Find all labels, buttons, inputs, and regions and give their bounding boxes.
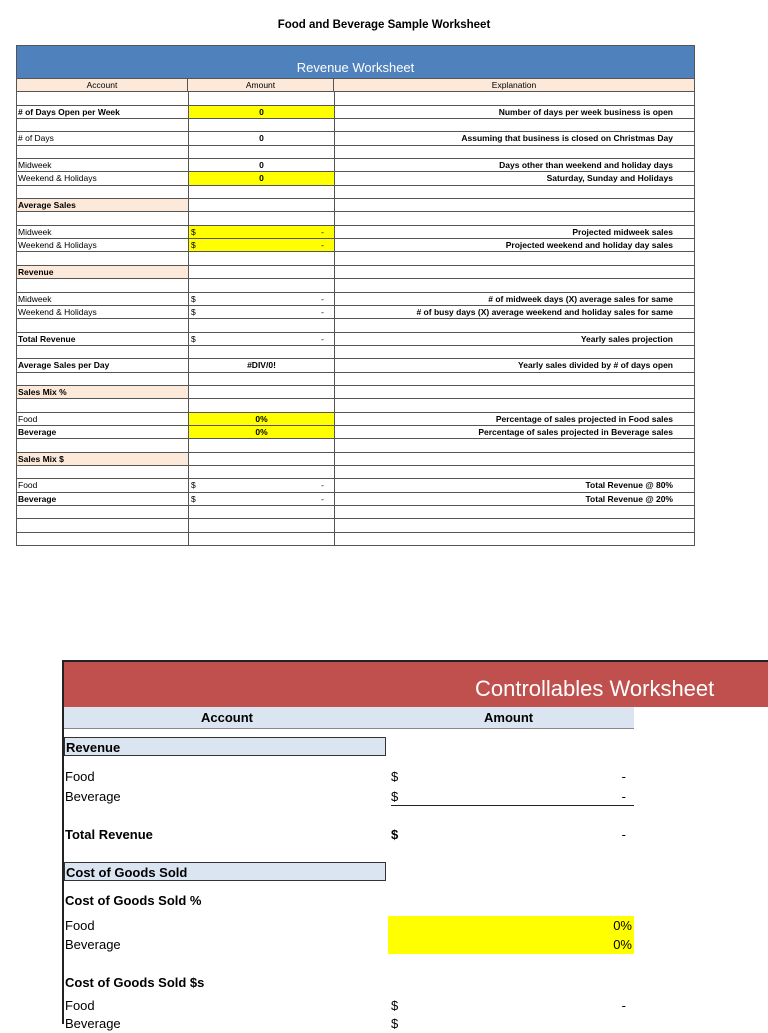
row-total-revenue[interactable] (64, 825, 634, 844)
explanation-cell[interactable] (335, 373, 694, 385)
controllables-title: Controllables Worksheet (475, 676, 715, 701)
data-row (17, 359, 694, 372)
row-label: Cost of Goods Sold $s (65, 975, 205, 990)
amount-cell[interactable] (189, 333, 335, 345)
data-row (17, 333, 694, 346)
section-revenue[interactable]: Revenue (64, 737, 386, 756)
explanation-cell[interactable] (335, 466, 694, 478)
blank-row (17, 186, 694, 199)
amount-cell[interactable]: 0% (189, 426, 335, 438)
amount-cell[interactable]: #DIV/0! (189, 359, 335, 371)
explanation-cell[interactable]: Projected midweek sales (572, 226, 673, 237)
row-beverage-cogs-percent[interactable] (64, 935, 634, 954)
explanation-cell[interactable] (335, 92, 694, 104)
data-row (17, 306, 694, 319)
data-row (17, 106, 694, 119)
explanation-cell[interactable]: Number of days per week business is open (498, 106, 673, 117)
dollar-sign: $ (191, 293, 196, 304)
row-label: Beverage (65, 937, 121, 952)
blank-row (17, 466, 694, 479)
beverage-cogs-percent-input[interactable]: 0% (388, 935, 634, 954)
account-cell[interactable]: # of Days (17, 132, 189, 144)
amount-cell[interactable] (189, 306, 335, 318)
explanation-cell[interactable]: # of midweek days (X) average sales for same (488, 293, 673, 304)
amount-cell[interactable] (189, 373, 335, 385)
amount-cell[interactable] (189, 386, 335, 398)
account-cell[interactable]: Average Sales per Day (17, 359, 189, 371)
amount-cell[interactable] (189, 453, 335, 465)
row-label: Beverage (65, 1016, 121, 1031)
account-cell[interactable]: # of Days Open per Week (17, 106, 189, 118)
explanation-cell[interactable]: Percentage of sales projected in Food sales (495, 413, 673, 424)
blank-row (17, 373, 694, 386)
amount-cell[interactable] (189, 226, 335, 238)
revenue-rows (17, 92, 694, 546)
row-label: Beverage (65, 789, 121, 804)
blank-row (17, 439, 694, 452)
explanation-cell[interactable] (335, 252, 694, 264)
amount-cell[interactable] (189, 252, 335, 264)
explanation-cell[interactable] (335, 146, 694, 158)
account-cell[interactable] (17, 346, 189, 358)
data-row (17, 226, 694, 239)
account-cell[interactable] (17, 466, 189, 478)
dollar-sign: $ (391, 789, 399, 804)
amount-cell[interactable] (189, 479, 335, 491)
explanation-cell[interactable] (335, 439, 694, 451)
explanation-cell[interactable]: Days other than weekend and holiday days (499, 160, 673, 171)
dollar-sign: $ (191, 306, 196, 317)
amount-cell[interactable]: 0 (189, 132, 335, 144)
amount-cell[interactable] (189, 399, 335, 411)
account-cell[interactable] (17, 506, 189, 518)
account-cell[interactable] (17, 119, 189, 131)
account-cell[interactable] (17, 279, 189, 291)
explanation-cell[interactable] (335, 399, 694, 411)
controllables-worksheet (62, 660, 715, 1031)
blank-row (17, 92, 694, 105)
account-cell[interactable]: Total Revenue (17, 333, 189, 345)
explanation-cell[interactable] (335, 453, 694, 465)
amount-cell[interactable] (189, 212, 335, 224)
account-cell[interactable] (17, 252, 189, 264)
explanation-cell[interactable] (335, 319, 694, 331)
dollar-sign: $ (191, 226, 196, 237)
blank-row (17, 252, 694, 265)
amount-value: - (321, 306, 324, 317)
blank-row (17, 212, 694, 225)
amount-cell[interactable] (189, 186, 335, 198)
account-cell[interactable]: Food (17, 413, 189, 425)
data-row (17, 413, 694, 426)
controllables-col-amount: Amount (484, 710, 534, 725)
blank-row (17, 279, 694, 292)
amount-value: - (321, 493, 324, 504)
account-cell[interactable]: Beverage (17, 426, 189, 438)
explanation-cell[interactable]: Saturday, Sunday and Holidays (546, 173, 673, 184)
explanation-cell[interactable]: Total Revenue @ 20% (585, 493, 673, 504)
explanation-cell[interactable]: Projected weekend and holiday day sales (505, 240, 673, 251)
data-row (17, 293, 694, 306)
account-cell[interactable]: Food (17, 479, 189, 491)
amount-cell[interactable] (189, 319, 335, 331)
row-label: Food (65, 918, 95, 933)
explanation-cell[interactable] (335, 212, 694, 224)
blank-row (17, 319, 694, 332)
account-cell[interactable] (17, 519, 189, 531)
dollar-sign: $ (191, 240, 196, 251)
row-label: Food (65, 769, 95, 784)
dollar-sign: $ (191, 480, 196, 491)
explanation-cell[interactable]: # of busy days (X) average weekend and holiday sales for same (416, 306, 673, 317)
amount-cell[interactable]: 0% (189, 413, 335, 425)
row-label: Total Revenue (65, 827, 153, 842)
revenue-worksheet-header: Revenue Worksheet (17, 46, 694, 79)
row-label: Cost of Goods Sold % (65, 893, 202, 908)
amount-cell[interactable] (189, 346, 335, 358)
dollar-sign: $ (391, 827, 399, 842)
section-row (17, 453, 694, 466)
explanation-cell[interactable] (335, 506, 694, 518)
explanation-cell[interactable] (335, 119, 694, 131)
amount-value: - (321, 333, 324, 344)
explanation-cell[interactable]: Yearly sales projection (580, 333, 673, 344)
amount-cell[interactable] (189, 533, 335, 545)
account-cell[interactable] (17, 399, 189, 411)
explanation-cell[interactable] (335, 533, 694, 545)
data-row (17, 239, 694, 252)
explanation-cell[interactable]: Assuming that business is closed on Christmas Day (461, 133, 673, 144)
dollar-sign: $ (391, 998, 399, 1013)
explanation-cell[interactable] (335, 346, 694, 358)
page-title: Food and Beverage Sample Worksheet (277, 19, 491, 31)
food-cogs-percent-input[interactable]: 0% (388, 916, 634, 935)
amount-value: - (321, 226, 324, 237)
amount-cell[interactable]: 0 (189, 159, 335, 171)
account-cell[interactable]: Weekend & Holidays (17, 306, 189, 318)
section-row (17, 386, 694, 399)
amount-cell[interactable] (189, 146, 335, 158)
account-cell[interactable]: Average Sales (17, 199, 189, 211)
controllables-col-account: Account (201, 710, 253, 725)
sum-underline (391, 805, 634, 806)
account-cell[interactable] (17, 186, 189, 198)
account-cell[interactable]: Revenue (17, 266, 189, 278)
data-row (17, 493, 694, 506)
blank-row (17, 533, 694, 546)
row-beverage-cogs-dollars[interactable] (64, 1014, 634, 1033)
blank-row (17, 399, 694, 412)
account-cell[interactable]: Midweek (17, 226, 189, 238)
amount-value: - (321, 240, 324, 251)
row-food-cogs-dollars[interactable] (64, 996, 634, 1015)
blank-row (17, 119, 694, 132)
column-header-explanation: Explanation (491, 80, 537, 90)
section-row (17, 266, 694, 279)
account-cell[interactable] (17, 319, 189, 331)
row-label: Food (65, 998, 95, 1013)
row-value: - (621, 769, 626, 784)
amount-cell[interactable] (189, 92, 335, 104)
account-cell[interactable] (17, 212, 189, 224)
amount-cell[interactable] (189, 493, 335, 505)
account-cell[interactable]: Weekend & Holidays (17, 239, 189, 251)
amount-cell[interactable] (189, 519, 335, 531)
column-header-amount: Amount (188, 79, 334, 91)
row-cogs-dollars-heading (64, 973, 634, 992)
amount-value: - (321, 480, 324, 491)
account-cell[interactable]: Weekend & Holidays (17, 172, 189, 184)
dollar-sign: $ (191, 333, 196, 344)
row-cogs-percent-heading (64, 891, 634, 910)
account-cell[interactable]: Sales Mix % (17, 386, 189, 398)
explanation-cell[interactable] (335, 199, 694, 211)
dollar-sign: $ (391, 1016, 399, 1031)
account-cell[interactable] (17, 439, 189, 451)
data-row (17, 426, 694, 439)
account-cell[interactable]: Midweek (17, 293, 189, 305)
amount-cell[interactable] (189, 466, 335, 478)
amount-cell[interactable]: 0 (189, 106, 335, 118)
amount-cell[interactable] (189, 506, 335, 518)
section-cost-of-goods-sold[interactable]: Cost of Goods Sold (64, 862, 386, 881)
account-cell[interactable]: Midweek (17, 159, 189, 171)
data-row (17, 159, 694, 172)
data-row (17, 479, 694, 492)
dollar-sign: $ (391, 769, 399, 784)
amount-value: - (321, 293, 324, 304)
revenue-worksheet-table (16, 45, 695, 546)
amount-cell[interactable]: 0 (189, 172, 335, 184)
row-food-revenue[interactable] (64, 767, 634, 786)
column-header-row (17, 79, 694, 92)
row-value: - (621, 789, 626, 804)
amount-cell[interactable] (189, 293, 335, 305)
blank-row (17, 146, 694, 159)
explanation-cell[interactable] (335, 279, 694, 291)
explanation-cell[interactable]: Percentage of sales projected in Beverage sales (478, 426, 673, 437)
amount-cell[interactable] (189, 199, 335, 211)
section-row (17, 199, 694, 212)
explanation-cell[interactable] (335, 266, 694, 278)
account-cell[interactable] (17, 92, 189, 104)
row-value: - (621, 998, 626, 1013)
blank-row (17, 519, 694, 532)
amount-cell[interactable] (189, 439, 335, 451)
row-value: - (621, 827, 626, 842)
explanation-cell[interactable] (335, 386, 694, 398)
dollar-sign: $ (191, 493, 196, 504)
blank-row (17, 506, 694, 519)
data-row (17, 172, 694, 185)
explanation-cell[interactable] (335, 519, 694, 531)
row-beverage-revenue[interactable] (64, 787, 634, 806)
blank-row (17, 346, 694, 359)
amount-cell[interactable] (189, 239, 335, 251)
account-cell[interactable]: Sales Mix $ (17, 453, 189, 465)
amount-cell[interactable] (189, 266, 335, 278)
explanation-cell[interactable]: Yearly sales divided by # of days open (518, 360, 673, 371)
column-header-account: Account (17, 79, 188, 91)
explanation-cell[interactable]: Total Revenue @ 80% (585, 480, 673, 491)
row-food-cogs-percent[interactable] (64, 916, 634, 935)
data-row (17, 132, 694, 145)
controllables-column-header (64, 707, 634, 729)
account-cell[interactable] (17, 146, 189, 158)
account-cell[interactable]: Beverage (17, 493, 189, 505)
amount-cell[interactable] (189, 119, 335, 131)
account-cell[interactable] (17, 533, 189, 545)
explanation-cell[interactable] (335, 186, 694, 198)
account-cell[interactable] (17, 373, 189, 385)
amount-cell[interactable] (189, 279, 335, 291)
